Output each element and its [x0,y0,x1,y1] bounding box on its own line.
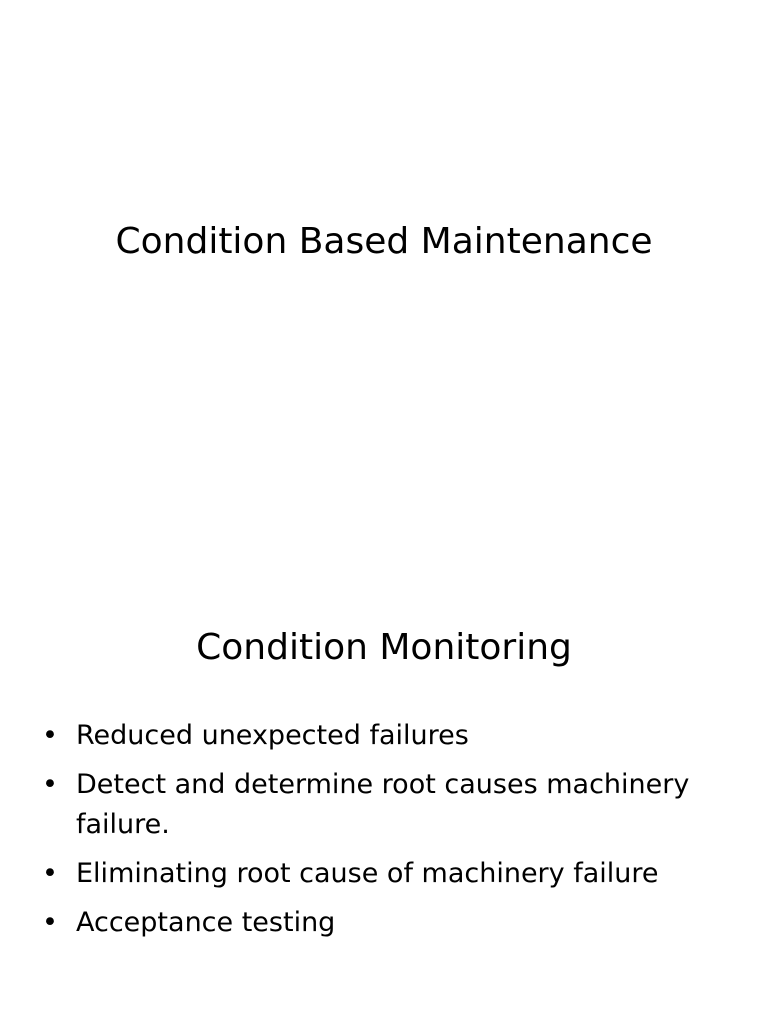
bullet-text: Reduced unexpected failures [76,720,469,751]
bullet-icon: • [42,720,58,751]
bullet-item [40,903,720,943]
slide-title: Condition Based Maintenance [115,221,653,262]
bullet-icon: • [42,858,58,889]
bullet-list [40,716,720,952]
bullet-text: Detect and determine root causes machinery failure. [76,769,690,840]
bullet-text: Acceptance testing [76,907,336,938]
slide-title: Condition Monitoring [196,627,572,668]
content-slide [0,512,768,1024]
bullet-icon: • [42,769,58,800]
bullet-icon: • [42,907,58,938]
bullet-text: Eliminating root cause of machinery failure [76,858,659,889]
bullet-item [40,854,720,894]
bullet-item [40,765,720,845]
bullet-item [40,716,720,756]
